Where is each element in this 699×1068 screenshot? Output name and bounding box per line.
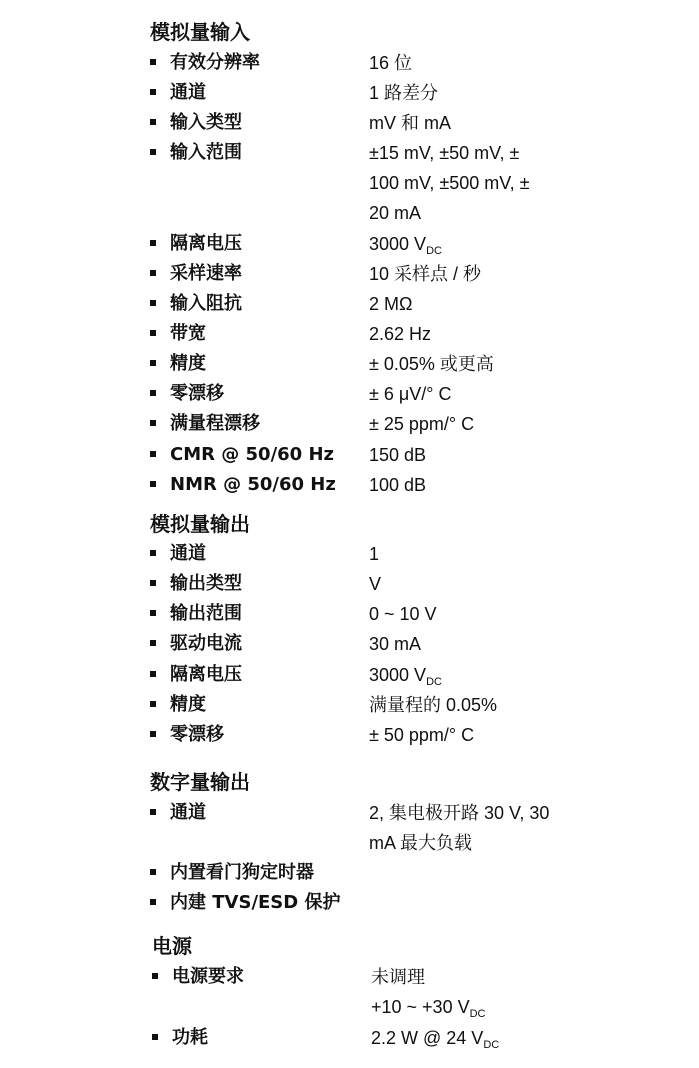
bullet-icon	[150, 119, 156, 125]
spec-label: 内建 TVS/ESD 保护	[170, 892, 341, 913]
spec-label: 精度	[170, 694, 206, 715]
spec-label: 隔离电压	[170, 233, 242, 254]
bullet-icon	[150, 701, 156, 707]
spec-value: 0 ~ 10 V	[369, 604, 437, 624]
spec-row-nmr	[150, 470, 690, 500]
spec-value: 2.2 W @ 24 $V_{DC}$	[371, 1028, 500, 1051]
bullet-icon	[150, 59, 156, 65]
spec-value: ± 50 ppm/° C	[369, 725, 475, 745]
spec-label: 通道	[170, 82, 206, 103]
spec-value: 2, 集电极开路 30 V, 30 mA 最大负载	[369, 803, 550, 853]
spec-label: 精度	[170, 353, 206, 374]
spec-value: 100 dB	[369, 475, 427, 495]
bullet-icon	[150, 89, 156, 95]
spec-row-resolution	[150, 48, 690, 78]
spec-row-accuracy	[150, 349, 690, 379]
spec-value: 3000 $V_{DC}$	[369, 234, 442, 257]
bullet-icon	[150, 270, 156, 276]
bullet-icon	[150, 550, 156, 556]
section-title-analog-output: 模拟量输出	[150, 512, 250, 536]
bullet-icon	[150, 481, 156, 487]
spec-label: 驱动电流	[170, 633, 242, 654]
bullet-icon	[150, 731, 156, 737]
bullet-icon	[150, 330, 156, 336]
spec-label: 输出类型	[170, 573, 242, 594]
spec-label: 隔离电压	[170, 664, 242, 685]
spec-value: 30 mA	[369, 634, 422, 654]
spec-value: ±15 mV, ±50 mV, ± 100 mV, ±500 mV, ± 20 mA	[369, 143, 530, 223]
spec-value: 未调理 +10 ~ +30 $V_{DC}$	[371, 967, 486, 1020]
bullet-icon	[150, 869, 156, 875]
bullet-icon	[150, 671, 156, 677]
spec-label: 满量程漂移	[170, 413, 260, 434]
spec-row-span-drift	[150, 409, 690, 439]
spec-row-power-requirement	[152, 962, 692, 1022]
spec-row-input-impedance	[150, 289, 690, 319]
spec-row-power-consumption	[152, 1023, 692, 1053]
spec-label: 通道	[170, 802, 206, 823]
spec-value: V	[369, 574, 382, 594]
bullet-icon	[150, 240, 156, 246]
bullet-icon	[150, 149, 156, 155]
section-title-digital-output: 数字量输出	[150, 770, 250, 794]
bullet-icon	[150, 300, 156, 306]
spec-row-output-type	[150, 569, 690, 599]
spec-value: mV 和 mA	[369, 113, 452, 133]
section-title-power: 电源	[152, 934, 192, 958]
spec-row-watchdog-timer	[150, 858, 690, 888]
spec-row-bandwidth	[150, 319, 690, 349]
spec-value: ± 6 μV/° C	[369, 384, 452, 404]
spec-label: 内置看门狗定时器	[170, 862, 314, 883]
bullet-icon	[150, 640, 156, 646]
spec-row-isolation-voltage	[150, 660, 690, 690]
spec-row-channels	[150, 539, 690, 569]
spec-label: 电源要求	[172, 966, 244, 987]
spec-row-tvs-esd-protection	[150, 888, 690, 918]
spec-row-accuracy	[150, 690, 690, 720]
bullet-icon	[150, 420, 156, 426]
bullet-icon	[150, 451, 156, 457]
spec-row-input-range	[150, 138, 690, 228]
bullet-icon	[150, 580, 156, 586]
spec-value: 1 路差分	[369, 83, 439, 103]
spec-label: CMR @ 50/60 Hz	[170, 444, 334, 465]
spec-value: 满量程的 0.05%	[369, 695, 498, 715]
spec-row-zero-drift	[150, 720, 690, 750]
spec-row-isolation-voltage	[150, 229, 690, 259]
spec-row-zero-drift	[150, 379, 690, 409]
bullet-icon	[152, 973, 158, 979]
spec-label: 输入阻抗	[170, 293, 242, 314]
spec-value: 2 MΩ	[369, 294, 413, 314]
spec-value: 2.62 Hz	[369, 324, 432, 344]
spec-label: 输出范围	[170, 603, 242, 624]
spec-label: 带宽	[170, 323, 206, 344]
spec-value: ± 0.05% 或更高	[369, 354, 494, 374]
spec-row-input-type	[150, 108, 690, 138]
section-title-analog-input: 模拟量输入	[150, 20, 250, 44]
bullet-icon	[152, 1034, 158, 1040]
spec-row-cmr	[150, 440, 690, 470]
spec-label: NMR @ 50/60 Hz	[170, 474, 336, 495]
spec-value: 3000 $V_{DC}$	[369, 665, 442, 688]
spec-row-sampling-rate	[150, 259, 690, 289]
spec-label: 通道	[170, 543, 206, 564]
spec-value: ± 25 ppm/° C	[369, 414, 475, 434]
spec-value: 150 dB	[369, 445, 427, 465]
bullet-icon	[150, 360, 156, 366]
spec-value: 16 位	[369, 53, 413, 73]
spec-row-channels	[150, 78, 690, 108]
bullet-icon	[150, 899, 156, 905]
spec-value: 10 采样点 / 秒	[369, 264, 482, 284]
spec-value: 1	[369, 544, 380, 564]
spec-label: 输入范围	[170, 142, 242, 163]
spec-row-output-range	[150, 599, 690, 629]
spec-row-channels	[150, 798, 690, 858]
spec-label: 有效分辨率	[170, 52, 260, 73]
spec-row-drive-current	[150, 629, 690, 659]
spec-label: 采样速率	[170, 263, 242, 284]
bullet-icon	[150, 610, 156, 616]
spec-label: 零漂移	[170, 383, 224, 404]
bullet-icon	[150, 809, 156, 815]
spec-label: 零漂移	[170, 724, 224, 745]
bullet-icon	[150, 390, 156, 396]
spec-label: 功耗	[172, 1027, 208, 1048]
spec-label: 输入类型	[170, 112, 242, 133]
